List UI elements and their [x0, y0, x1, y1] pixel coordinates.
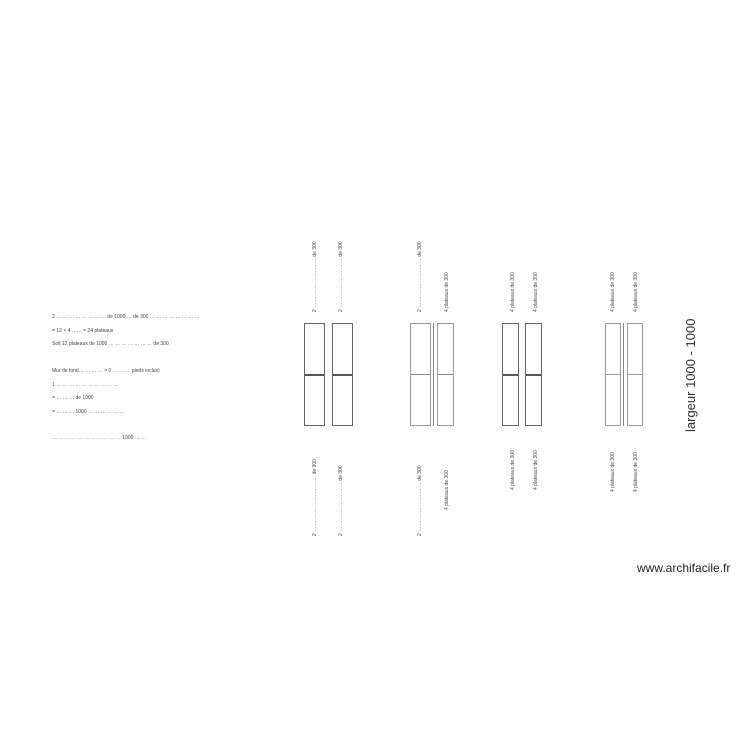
shelf-panel-2a	[410, 323, 431, 426]
shelf-panel-3b	[525, 323, 542, 426]
note-line-8: … … … … … … … … … … … 1000 … …	[52, 435, 147, 441]
shelf-panel-1b	[332, 323, 353, 426]
note-line-2: = 12 × 4 …… = 24 plateaux	[52, 328, 114, 334]
group3-bottom-label-a: 4 plateaux de 300	[510, 450, 516, 490]
shelf-separator-4	[623, 323, 624, 426]
group1-top-label-b: 2 … … … … … … … … de 300	[338, 241, 344, 312]
group3-bottom-label-b: 4 plateaux de 300	[533, 450, 539, 490]
shelf-panel-1a	[304, 323, 325, 426]
group1-top-label-a: 2 … … … … … … … … de 300	[312, 241, 318, 312]
shelf-separator-2	[433, 323, 434, 426]
shelf-panel-2b	[437, 323, 454, 426]
group2-top-label-b: 4 plateaux de 300	[444, 272, 450, 312]
note-line-7: = … … … 1000 … … … … … …	[52, 409, 125, 415]
group4-bottom-label-a: 4 plateaux de 300	[610, 452, 616, 492]
group4-bottom-label-b: 4 plateaux de 300	[633, 452, 639, 492]
shelf-panel-3a	[502, 323, 519, 426]
group2-bottom-label-a: 2 … … … … … … … … de 300	[417, 465, 423, 536]
group4-top-label-b: 4 plateaux de 300	[633, 272, 639, 312]
shelf-panel-4b	[627, 323, 643, 426]
group2-top-label-a: 2 … … … … … … … … de 300	[417, 241, 423, 312]
group2-bottom-label-b: 4 plateaux de 300	[444, 470, 450, 510]
note-line-6: = … … … de 1000	[52, 395, 94, 401]
note-line-4: Mur de fond… … … … = 0 … … … pieds inclus)	[52, 368, 160, 374]
group1-bottom-label-a: 2 … … … … … … … … … de 300	[312, 459, 318, 536]
group3-top-label-a: 4 plateaux de 300	[510, 272, 516, 312]
note-line-5: 1 … … … … … … … … … …	[52, 382, 119, 388]
brand-watermark: www.archifacile.fr	[637, 561, 731, 575]
group3-top-label-b: 4 plateaux de 300	[533, 272, 539, 312]
group1-bottom-label-b: 2 … … … … … … … … de 300	[338, 465, 344, 536]
note-line-1: 2 … … … … … … … … de 1000 … de 300 … … … … … … … …	[52, 314, 200, 320]
shelf-panel-4a	[605, 323, 621, 426]
group4-top-label-a: 4 plateaux de 300	[610, 272, 616, 312]
dimension-label: largeur 1000 - 1000	[683, 318, 698, 432]
note-line-3: Soit 12 plateaux de 1000 … … … … … … … de 300	[52, 341, 169, 347]
